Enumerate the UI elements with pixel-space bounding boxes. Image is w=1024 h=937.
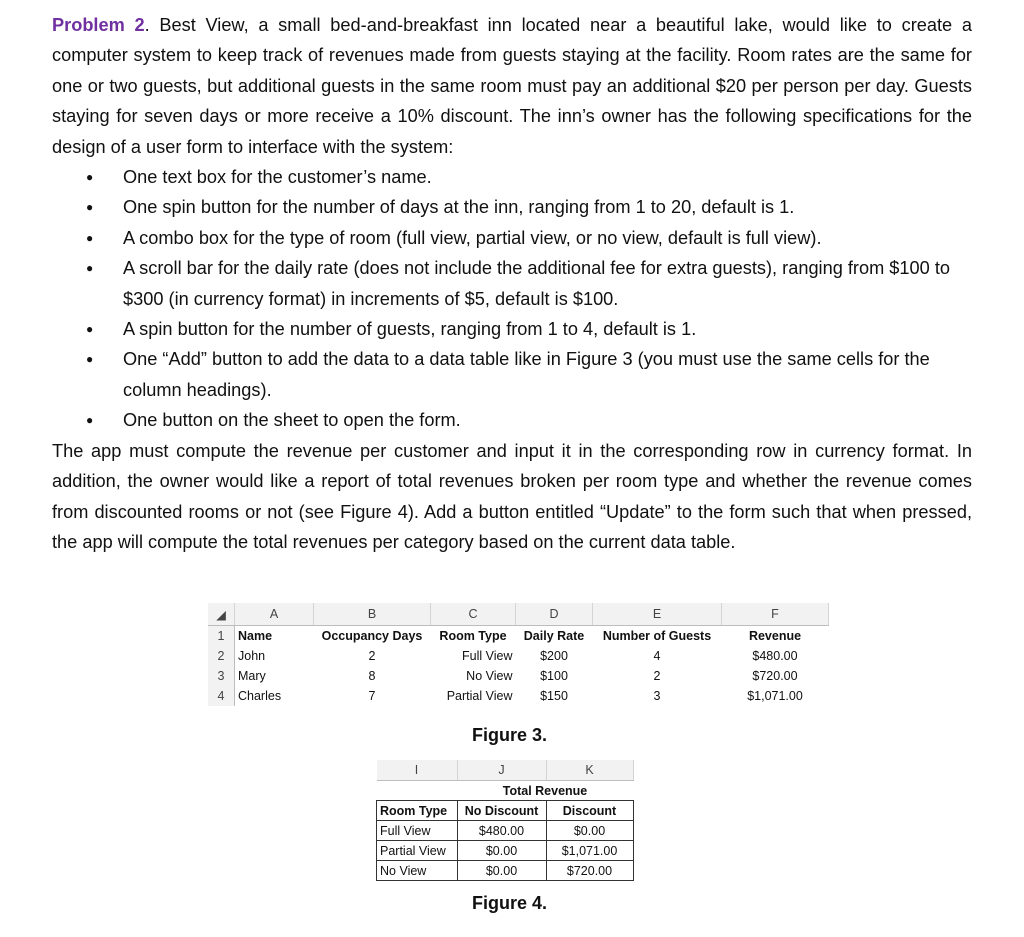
spec-list [52,162,972,436]
cell: 2 [368,649,376,663]
col-letter: B [314,603,431,626]
header-cell: Name [238,629,273,643]
spec-item: ● A scroll bar for the daily rate (does not include the additional fee for extra guests), ranging from $100 to $300 (in currency format) in increments of $5, default is $100. [52,253,972,314]
header-cell: Room Type [439,629,507,643]
header-cell: Daily Rate [523,629,585,643]
header-cell: No Discount [457,801,546,821]
cell [377,781,458,801]
table-row [208,646,829,666]
row-number: 1 [208,626,235,647]
table-row [377,841,634,861]
intro-paragraph [52,10,972,162]
cell: 3 [653,689,661,703]
column-letter-row [208,603,829,626]
cell: 7 [368,689,376,703]
spec-item: ● One button on the sheet to open the form. [52,405,972,435]
column-letter-row [377,760,634,781]
cell: 8 [368,669,376,683]
cell: $1,071.00 [747,689,803,703]
col-letter: F [722,603,829,626]
row-number: 4 [208,686,235,706]
cell: $480.00 [457,821,546,841]
col-letter: I [377,760,458,781]
cell: $100 [540,669,568,683]
header-cell: Revenue [748,629,802,643]
col-letter: D [516,603,593,626]
col-letter: C [431,603,516,626]
cell: Partial View [377,841,458,861]
figure4-caption: Figure 4. [472,893,548,913]
cell: $720.00 [752,669,798,683]
col-letter: A [235,603,314,626]
corner-cell: ◢ [208,603,235,626]
spec-item: ● One spin button for the number of days at the inn, ranging from 1 to 20, default is 1. [52,192,972,222]
cell: $1,071.00 [546,841,633,861]
table-row [377,821,634,841]
cell: Full View [462,649,513,663]
cell: 4 [653,649,661,663]
col-letter: E [593,603,722,626]
table-row [208,666,829,686]
cell: $0.00 [457,841,546,861]
row-number: 3 [208,666,235,686]
header-cell: Occupancy Days [321,629,423,643]
cell: $200 [540,649,568,663]
col-letter: K [546,760,633,781]
figure3-caption: Figure 3. [472,725,548,745]
table-row [377,801,634,821]
table-row [377,781,634,801]
problem-text [52,10,972,557]
row-number: 2 [208,646,235,666]
spec-item: ● One “Add” button to add the data to a data table like in Figure 3 (you must use the same cells for the column headings). [52,344,972,405]
cell: $0.00 [457,861,546,881]
cell: $480.00 [752,649,798,663]
problem-title: Problem 2 [52,15,145,35]
cell: $720.00 [546,861,633,881]
outro-paragraph: The app must compute the revenue per customer and input it in the corresponding row in currency format. In addition, the owner would like a report of total revenues broken per room type and whether the revenue comes from discounted rooms or not (see Figure 4). Add a button entitled “Update” to the form such that when pressed, the app will compute the total revenues per category based on the current data table. [52,440,972,552]
cell: No View [377,861,458,881]
intro-text: . Best View, a small bed-and-breakfast inn located near a beautiful lake, would like to create a computer system to keep track of revenues made from guests staying at the facility. Room rates are the same for one or two guests, but additional guests in the same room must pay an additional $20 per person per day. Guests staying for seven days or more receive a 10% discount. The inn’s owner has the following specifications for the design of a user form to interface with the system: [52,15,973,157]
cell: Partial View [446,689,513,703]
header-cell: Room Type [377,801,458,821]
figure3-table [208,603,829,706]
header-cell: Discount [546,801,633,821]
figure4-table [376,760,634,881]
header-cell: Number of Guests [602,629,712,643]
table-row [208,686,829,706]
cell: No View [466,669,513,683]
group-header: Total Revenue [502,783,588,798]
spec-item: ● A combo box for the type of room (full view, partial view, or no view, default is full view). [52,223,972,253]
cell: Mary [238,669,266,683]
cell: $150 [540,689,568,703]
spec-item: ● One text box for the customer’s name. [52,162,972,192]
table-row [377,861,634,881]
table-row [208,626,829,647]
cell: John [238,649,266,663]
spec-item: ● A spin button for the number of guests, ranging from 1 to 4, default is 1. [52,314,972,344]
cell: $0.00 [546,821,633,841]
cell: Full View [377,821,458,841]
cell: 2 [653,669,661,683]
col-letter: J [457,760,546,781]
cell: Charles [238,689,282,703]
